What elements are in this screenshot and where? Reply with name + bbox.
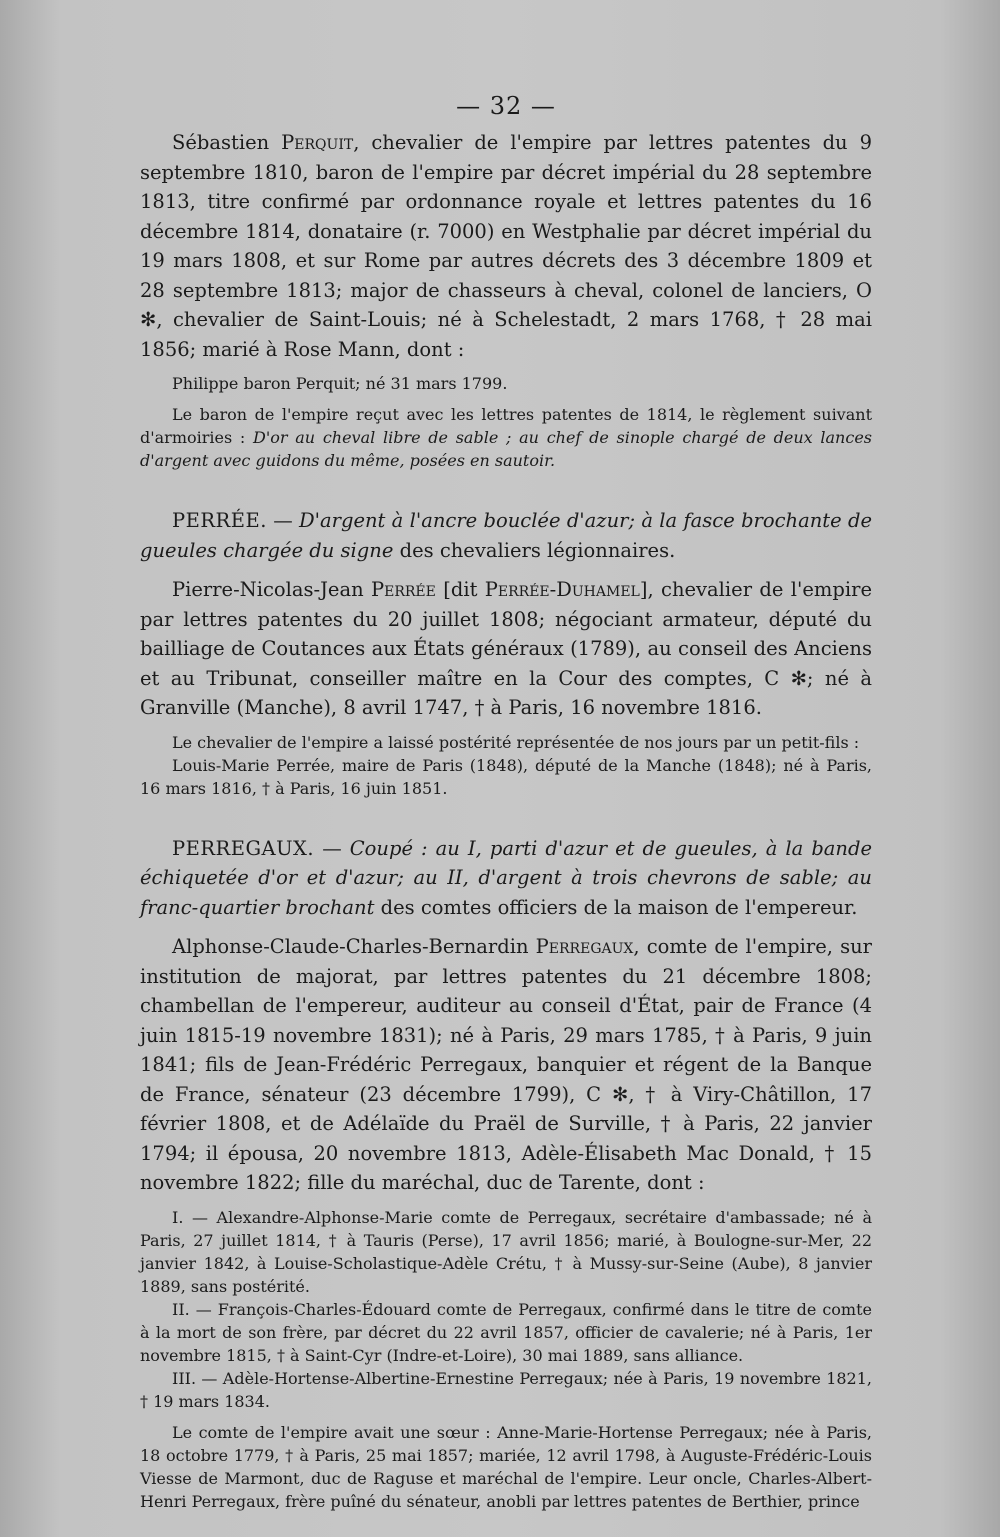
perquit-child: Philippe baron Perquit; né 31 mars 1799. (172, 374, 508, 393)
perree-bio-lead: Pierre-Nicolas-Jean (172, 578, 371, 601)
perree-dash: — (266, 509, 300, 532)
list-item: II. — François-Charles-Édouard comte de Perregaux, confirmé dans le titre de comte à la mort de son frère, par décret du 22 avril 1857, officier de cavalerie; né à Paris, 1er novembre 1815, † à Saint-Cyr (Indre-et-Loire), 30 mai 1889, sans alliance. (140, 1299, 872, 1365)
perregaux-biography (140, 932, 872, 1198)
perquit-bio-text: , chevalier de l'empire par lettres patentes du 9 septembre 1810, baron de l'empire par décret impérial du 28 septembre 1813, titre confirmé par ordonnance royale et lettres patentes du 16 décembre 1814, donataire (r. 7000) en Westphalie par décret impérial du 19 mars 1808, et sur Rome par autres décrets des 3 décembre 1809 et 28 septembre 1813; major de chasseurs à cheval, colonel de lanciers, O ✻, chevalier de Saint-Louis; né à Schelestadt, 2 mars 1768, † 28 mai 1856; marié à Rose Mann, dont : (140, 131, 872, 361)
perregaux-heading-paragraph (140, 834, 872, 923)
perree-arms-plain: des chevaliers légionnaires. (393, 538, 676, 562)
perquit-surname: Perquit (281, 131, 354, 154)
perree-note: Le chevalier de l'empire a laissé postérité représentée de nos jours par un petit-fils : (172, 732, 860, 752)
perregaux-bio-lead: Alphonse-Claude-Charles-Bernardin (172, 935, 536, 958)
perregaux-children-list (140, 1206, 872, 1413)
perree-heading-paragraph (140, 506, 872, 565)
perree-bio-text: ], chevalier de l'empire par lettres patentes du 20 juillet 1808; négociant armateur, député du bailliage de Coutances aux États généraux (1789), au conseil des Anciens et au Tribunat, conseiller maître en la Cour des comptes, C ✻; né à Granville (Manche), 8 avril 1747, † à Paris, 16 novembre 1816. (140, 578, 872, 719)
perregaux-arms-blazon: Coupé : au I, parti d'azur et de gueules, à la bande échiquetée d'or et d'azur; au II, d'argent à trois chevrons de sable; au franc-quartier brochant (140, 836, 873, 919)
perree-heading: PERRÉE. (172, 509, 267, 532)
perregaux-arms-plain: des comtes officiers de la maison de l'empereur. (374, 895, 858, 919)
perree-alias: Perrée-Duhamel (484, 578, 640, 601)
perree-biography (140, 575, 872, 723)
perquit-bio-lead: Sébastien (172, 131, 282, 154)
list-item: III. — Adèle-Hortense-Albertine-Ernestine Perregaux; née à Paris, 19 novembre 1821, † 19 mars 1834. (140, 1368, 872, 1411)
perquit-arms-blazon: D'or au cheval libre de sable ; au chef de sinople chargé de deux lances d'argent avec guidons du même, posées en sautoir. (140, 428, 872, 470)
perree-arms-blazon: D'argent à l'ancre bouclée d'azur; à la fasce brochante de gueules chargée du signe (140, 509, 872, 562)
perregaux-final-note: Le comte de l'empire avait une sœur : Anne-Marie-Hortense Perregaux; née à Paris, 18 octobre 1779, † à Paris, 25 mai 1857; mariée, 12 avril 1798, à Auguste-Frédéric-Louis Viesse de Marmont, duc de Raguse et maréchal de l'empire. Leur oncle, Charles-Albert-Henri Perregaux, frère puîné du sénateur, anobli par lettres patentes de Berthier, prince (140, 1422, 872, 1511)
page-number: — 32 — (456, 92, 556, 120)
perquit-arms-intro: Le baron de l'empire reçut avec les lettres patentes de 1814, le règlement suivant d'armoiries : (140, 405, 872, 447)
perregaux-dash: — (314, 836, 350, 860)
perree-surname: Perrée (371, 578, 436, 601)
perree-bio-mid: [dit (435, 578, 485, 601)
perree-grandson: Louis-Marie Perrée, maire de Paris (1848), député de la Manche (1848); né à Paris, 16 mars 1816, † à Paris, 16 juin 1851. (140, 755, 872, 798)
perregaux-heading: PERREGAUX. (172, 836, 315, 860)
perquit-biography (140, 128, 872, 364)
perregaux-surname: Perregaux (535, 935, 634, 958)
perregaux-bio-text: , comte de l'empire, sur institution de majorat, par lettres patentes du 21 décembre 1808; chambellan de l'empereur, auditeur au conseil d'État, pair de France (4 juin 1815-19 novembre 1831); né à Paris, 29 mars 1785, † à Paris, 9 juin 1841; fils de Jean-Frédéric Perregaux, banquier et régent de la Banque de France, sénateur (23 décembre 1799), C ✻, † à Viry-Châtillon, 17 février 1808, et de Adélaïde du Praël de Surville, † à Paris, 22 janvier 1794; il épousa, 20 novembre 1813, Adèle-Élisabeth Mac Donald, † 15 novembre 1822; fille du maréchal, duc de Tarente, dont : (140, 935, 872, 1194)
list-item: I. — Alexandre-Alphonse-Marie comte de Perregaux, secrétaire d'ambassade; né à Paris, 27 juillet 1814, † à Tauris (Perse), 17 avril 1856; marié, à Boulogne-sur-Mer, 22 janvier 1842, à Louise-Scholastique-Adèle Crétu, † à Mussy-sur-Seine (Aube), 8 janvier 1889, sans postérité. (140, 1207, 872, 1296)
perquit-arms (140, 403, 872, 472)
